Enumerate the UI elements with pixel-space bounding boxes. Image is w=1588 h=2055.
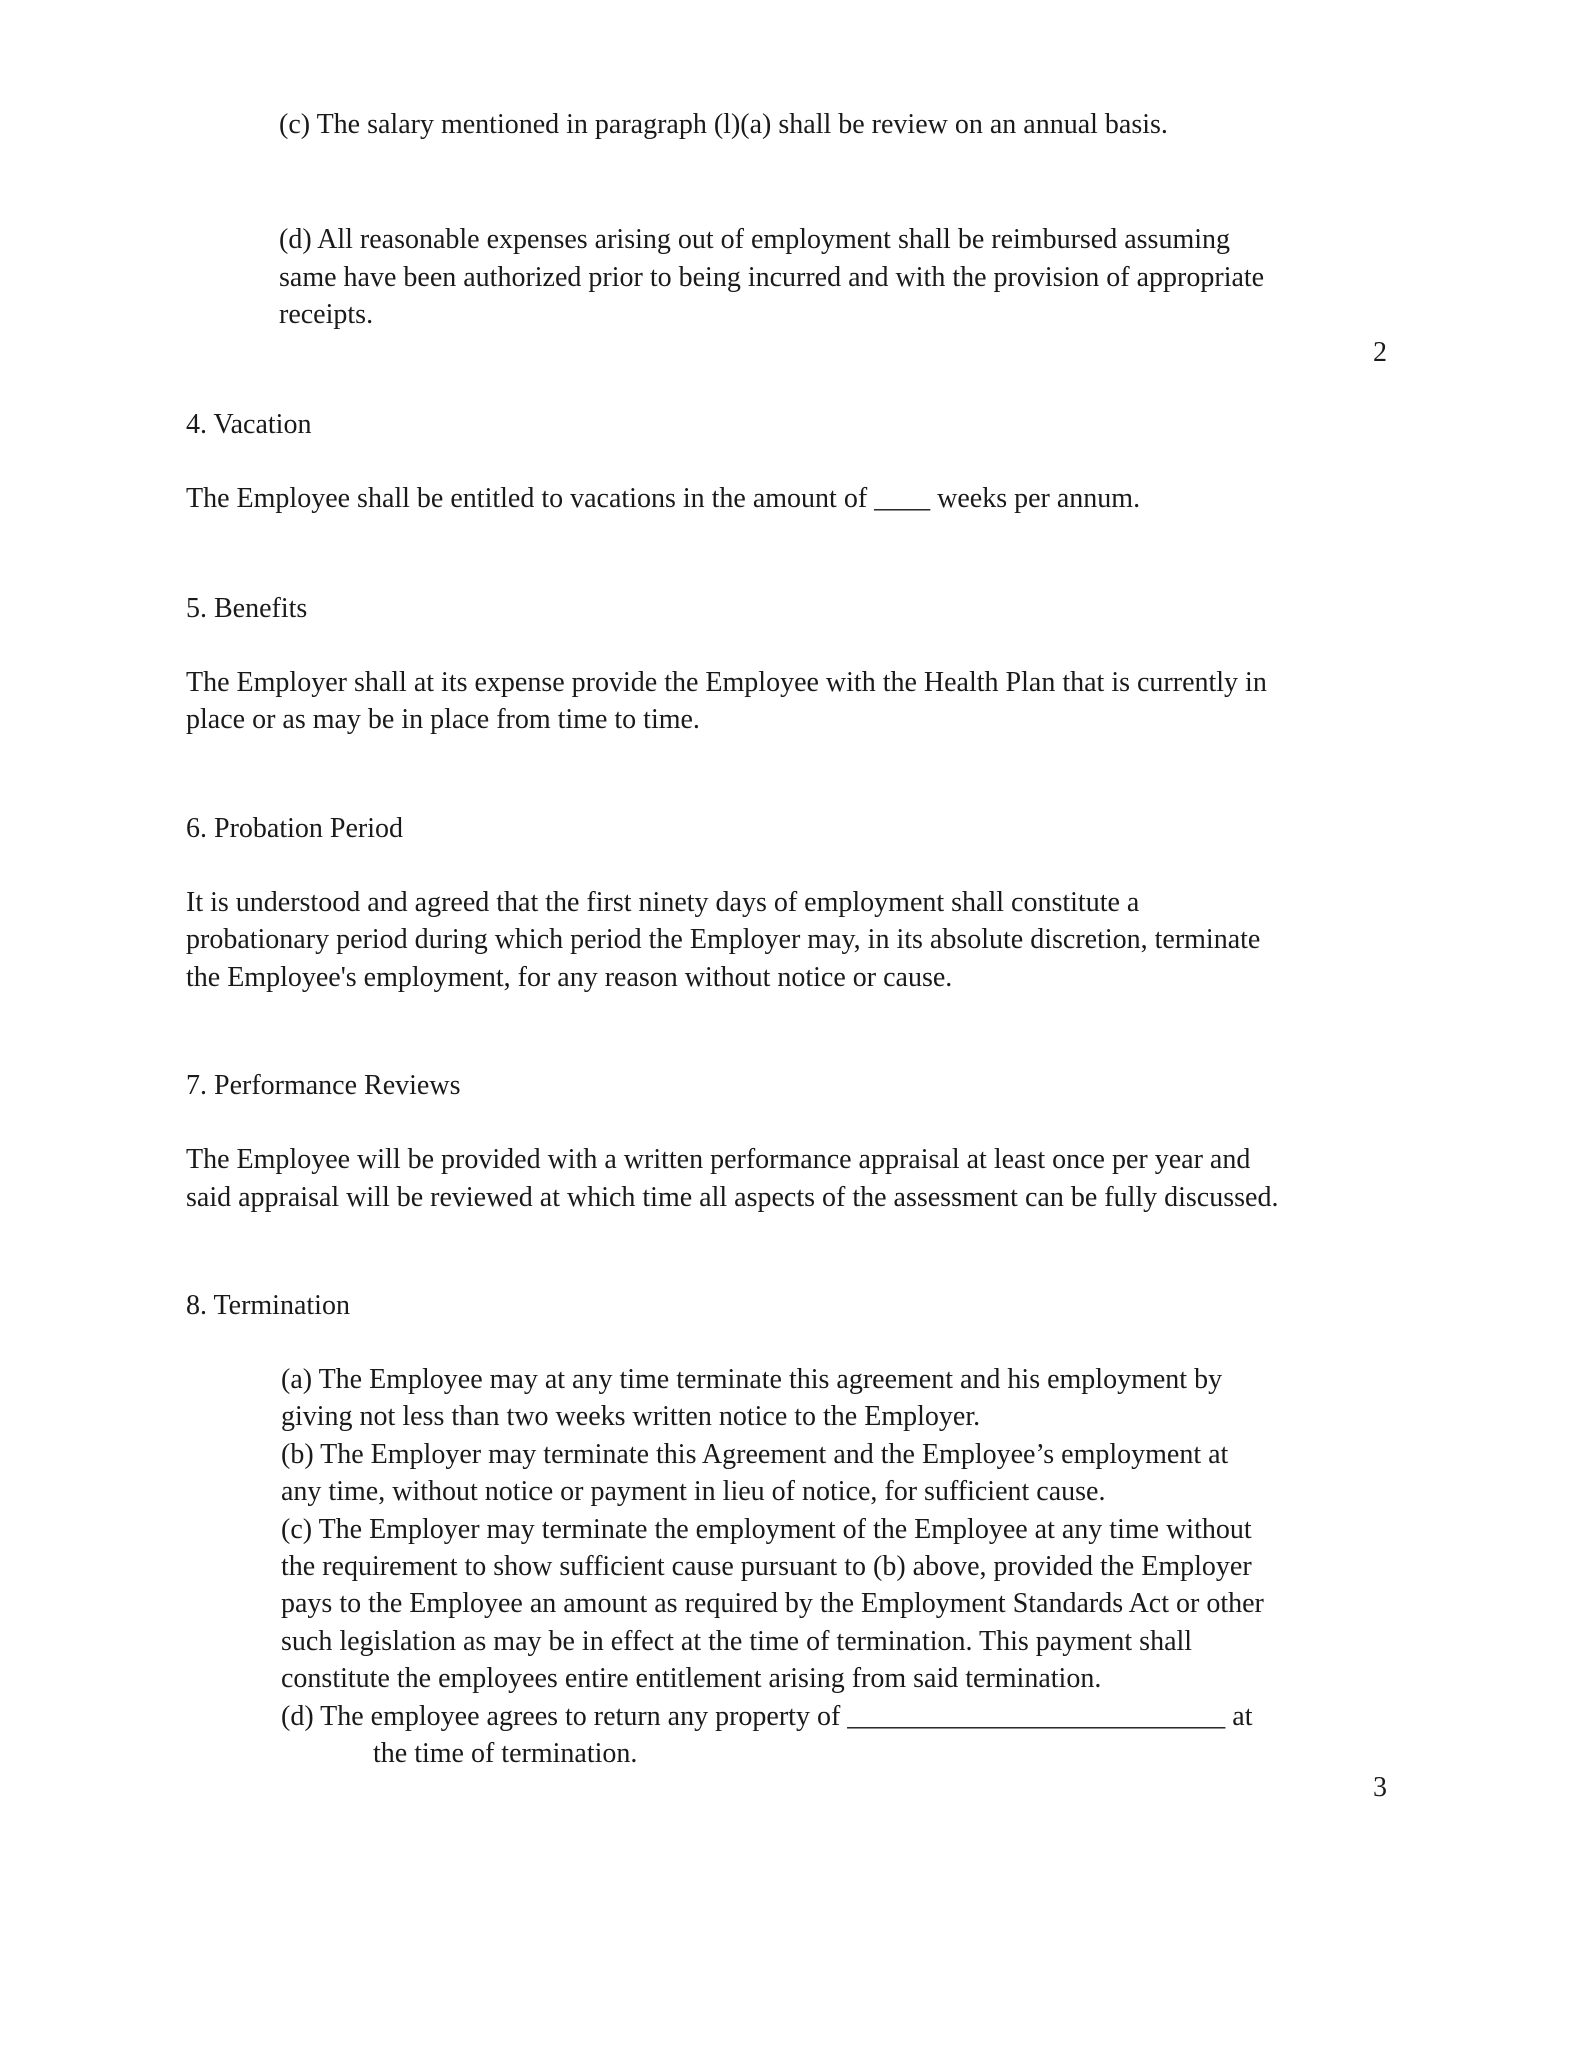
probation-line-1: It is understood and agreed that the first ninety days of employment shall constitute a <box>186 887 1140 918</box>
vacation-line-1: The Employee shall be entitled to vacations in the amount of ____ weeks per annum. <box>186 483 1141 514</box>
termination-line-7: pays to the Employee an amount as required by the Employment Standards Act or other <box>281 1588 1264 1619</box>
termination-line-3: (b) The Employer may terminate this Agreement and the Employee’s employment at <box>281 1439 1229 1470</box>
page-number: 2 <box>1373 337 1387 368</box>
termination-line-11: the time of termination. <box>373 1738 638 1769</box>
benefits-line-1: The Employer shall at its expense provide the Employee with the Health Plan that is currently in <box>186 667 1267 698</box>
section-heading-performance: 7. Performance Reviews <box>186 1070 461 1101</box>
benefits-line-2: place or as may be in place from time to time. <box>186 704 700 735</box>
section-heading-termination: 8. Termination <box>186 1290 350 1321</box>
section-heading-probation: 6. Probation Period <box>186 813 403 844</box>
section-heading-benefits: 5. Benefits <box>186 593 308 624</box>
termination-line-1: (a) The Employee may at any time terminate this agreement and his employment by <box>281 1364 1223 1395</box>
section-heading-vacation: 4. Vacation <box>186 409 312 440</box>
performance-line-1: The Employee will be provided with a written performance appraisal at least once per year and <box>186 1144 1251 1175</box>
termination-line-8: such legislation as may be in effect at the time of termination. This payment shall <box>281 1626 1193 1657</box>
performance-line-2: said appraisal will be reviewed at which time all aspects of the assessment can be fully discussed. <box>186 1182 1279 1213</box>
termination-line-2: giving not less than two weeks written notice to the Employer. <box>281 1401 981 1432</box>
expenses-line-3: receipts. <box>279 299 374 330</box>
probation-line-3: the Employee's employment, for any reason without notice or cause. <box>186 962 953 993</box>
expenses-line-2: same have been authorized prior to being incurred and with the provision of appropriate <box>279 262 1265 293</box>
termination-line-9: constitute the employees entire entitlement arising from said termination. <box>281 1663 1102 1694</box>
termination-line-4: any time, without notice or payment in lieu of notice, for sufficient cause. <box>281 1476 1106 1507</box>
salary-review-line-1: (c) The salary mentioned in paragraph (l)(a) shall be review on an annual basis. <box>279 109 1168 140</box>
probation-line-2: probationary period during which period the Employer may, in its absolute discretion, terminate <box>186 924 1261 955</box>
page-number: 3 <box>1373 1772 1387 1803</box>
expenses-line-1: (d) All reasonable expenses arising out of employment shall be reimbursed assuming <box>279 224 1231 255</box>
termination-line-10: (d) The employee agrees to return any property of ___________________________ at <box>281 1701 1253 1732</box>
termination-line-6: the requirement to show sufficient cause pursuant to (b) above, provided the Employer <box>281 1551 1252 1582</box>
termination-line-5: (c) The Employer may terminate the employment of the Employee at any time without <box>281 1514 1252 1545</box>
